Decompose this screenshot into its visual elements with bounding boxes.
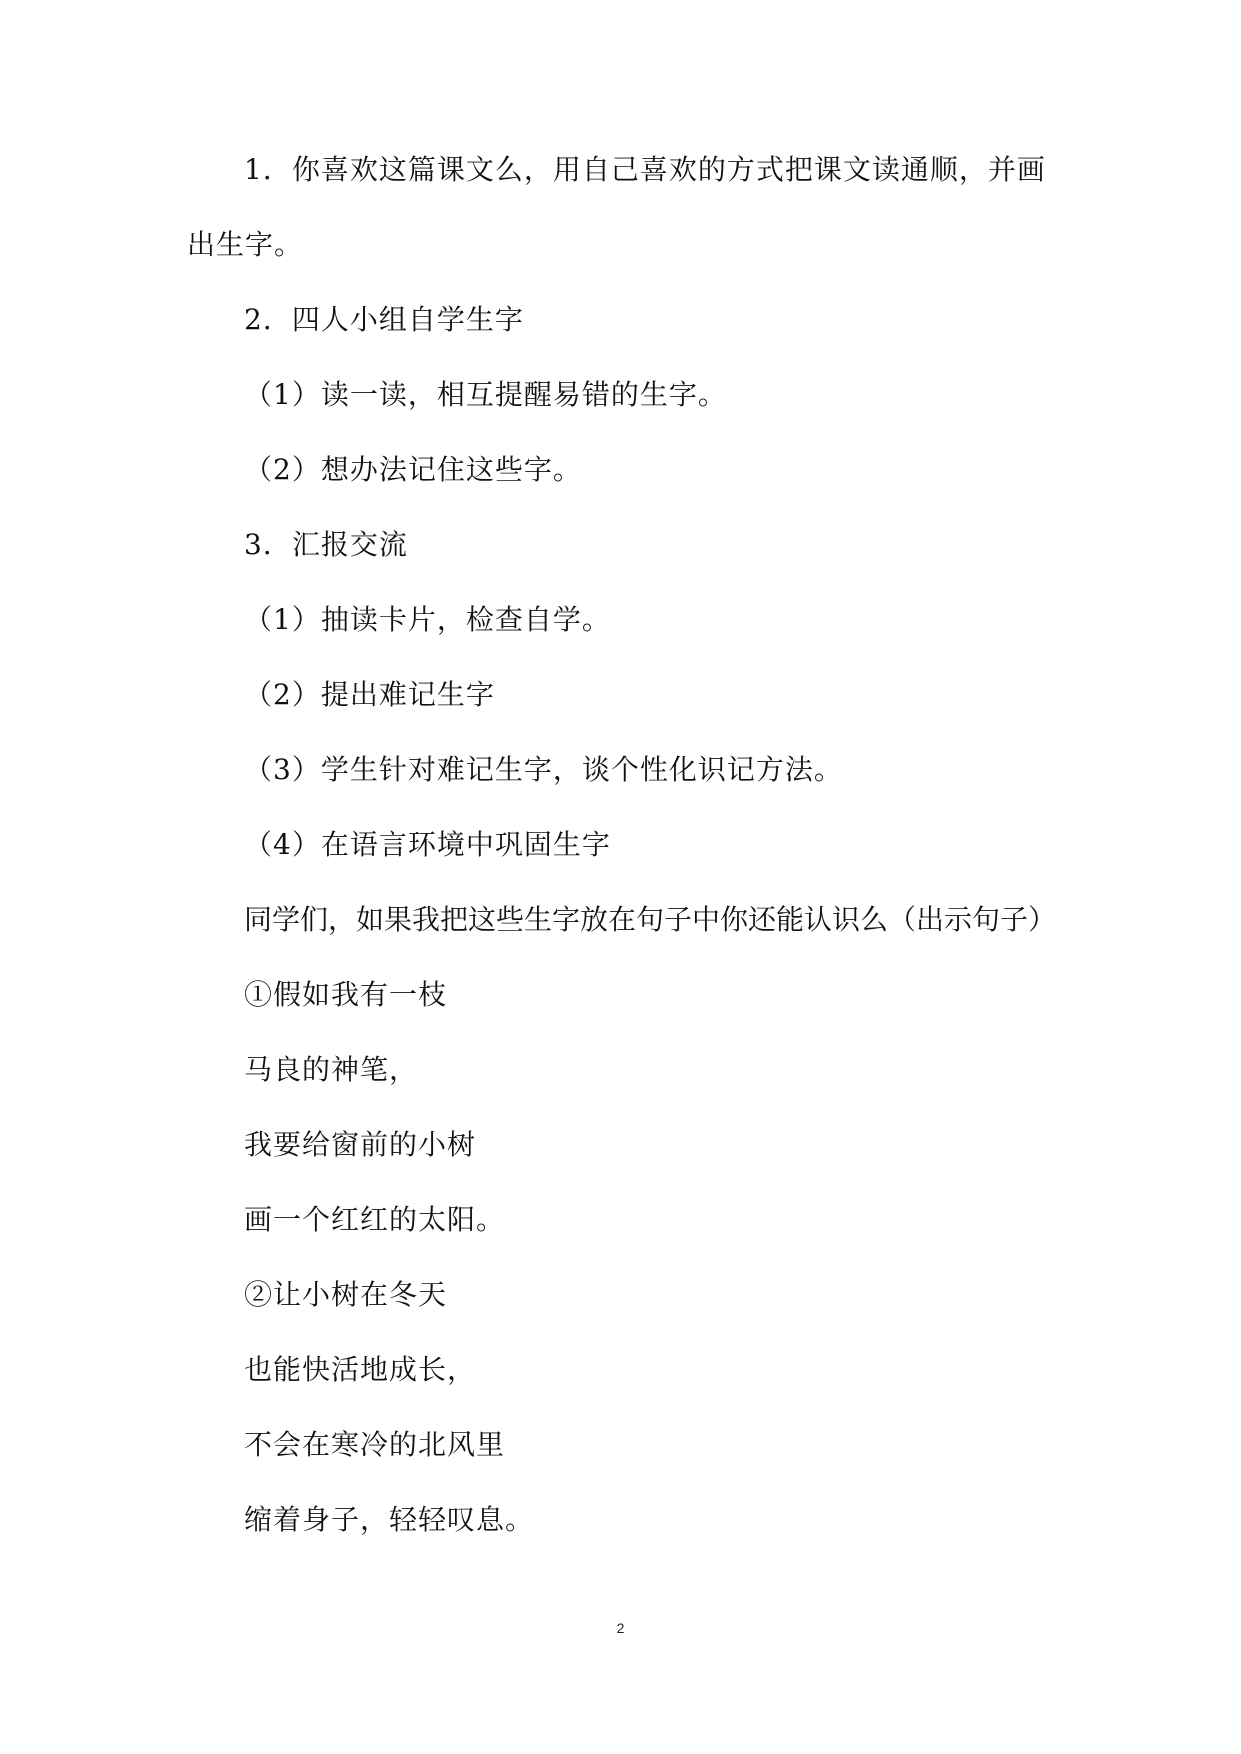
paragraph-line: （1）读一读，相互提醒易错的生字。 [244, 378, 727, 411]
paragraph-line: 2．四人小组自学生字 [244, 303, 524, 336]
poem-line: 不会在寒冷的北风里 [244, 1428, 506, 1461]
paragraph-line: （4）在语言环境中巩固生字 [244, 828, 611, 861]
paragraph-line: 3．汇报交流 [244, 528, 408, 561]
poem-line: 我要给窗前的小树 [244, 1128, 477, 1161]
paragraph-line: （2）提出难记生字 [244, 678, 495, 711]
paragraph-line: 出生字。 [187, 228, 304, 261]
poem-line: ②让小树在冬天 [244, 1278, 448, 1311]
paragraph-line: 同学们，如果我把这些生字放在句子中你还能认识么（出示句子） [244, 903, 1057, 936]
poem-line: 马良的神笔， [244, 1053, 419, 1086]
poem-line: 也能快活地成长， [244, 1353, 477, 1386]
paragraph-line: （3）学生针对难记生字，谈个性化识记方法。 [244, 753, 843, 786]
paragraph-line: （2）想办法记住这些字。 [244, 453, 582, 486]
paragraph-line: 1．你喜欢这篇课文么，用自己喜欢的方式把课文读通顺，并画 [244, 153, 1046, 186]
poem-line: 画一个红红的太阳。 [244, 1203, 506, 1236]
poem-line: ①假如我有一枝 [244, 978, 448, 1011]
page-number: 2 [616, 1620, 625, 1636]
paragraph-line: （1）抽读卡片，检查自学。 [244, 603, 611, 636]
poem-line: 缩着身子，轻轻叹息。 [244, 1503, 535, 1536]
